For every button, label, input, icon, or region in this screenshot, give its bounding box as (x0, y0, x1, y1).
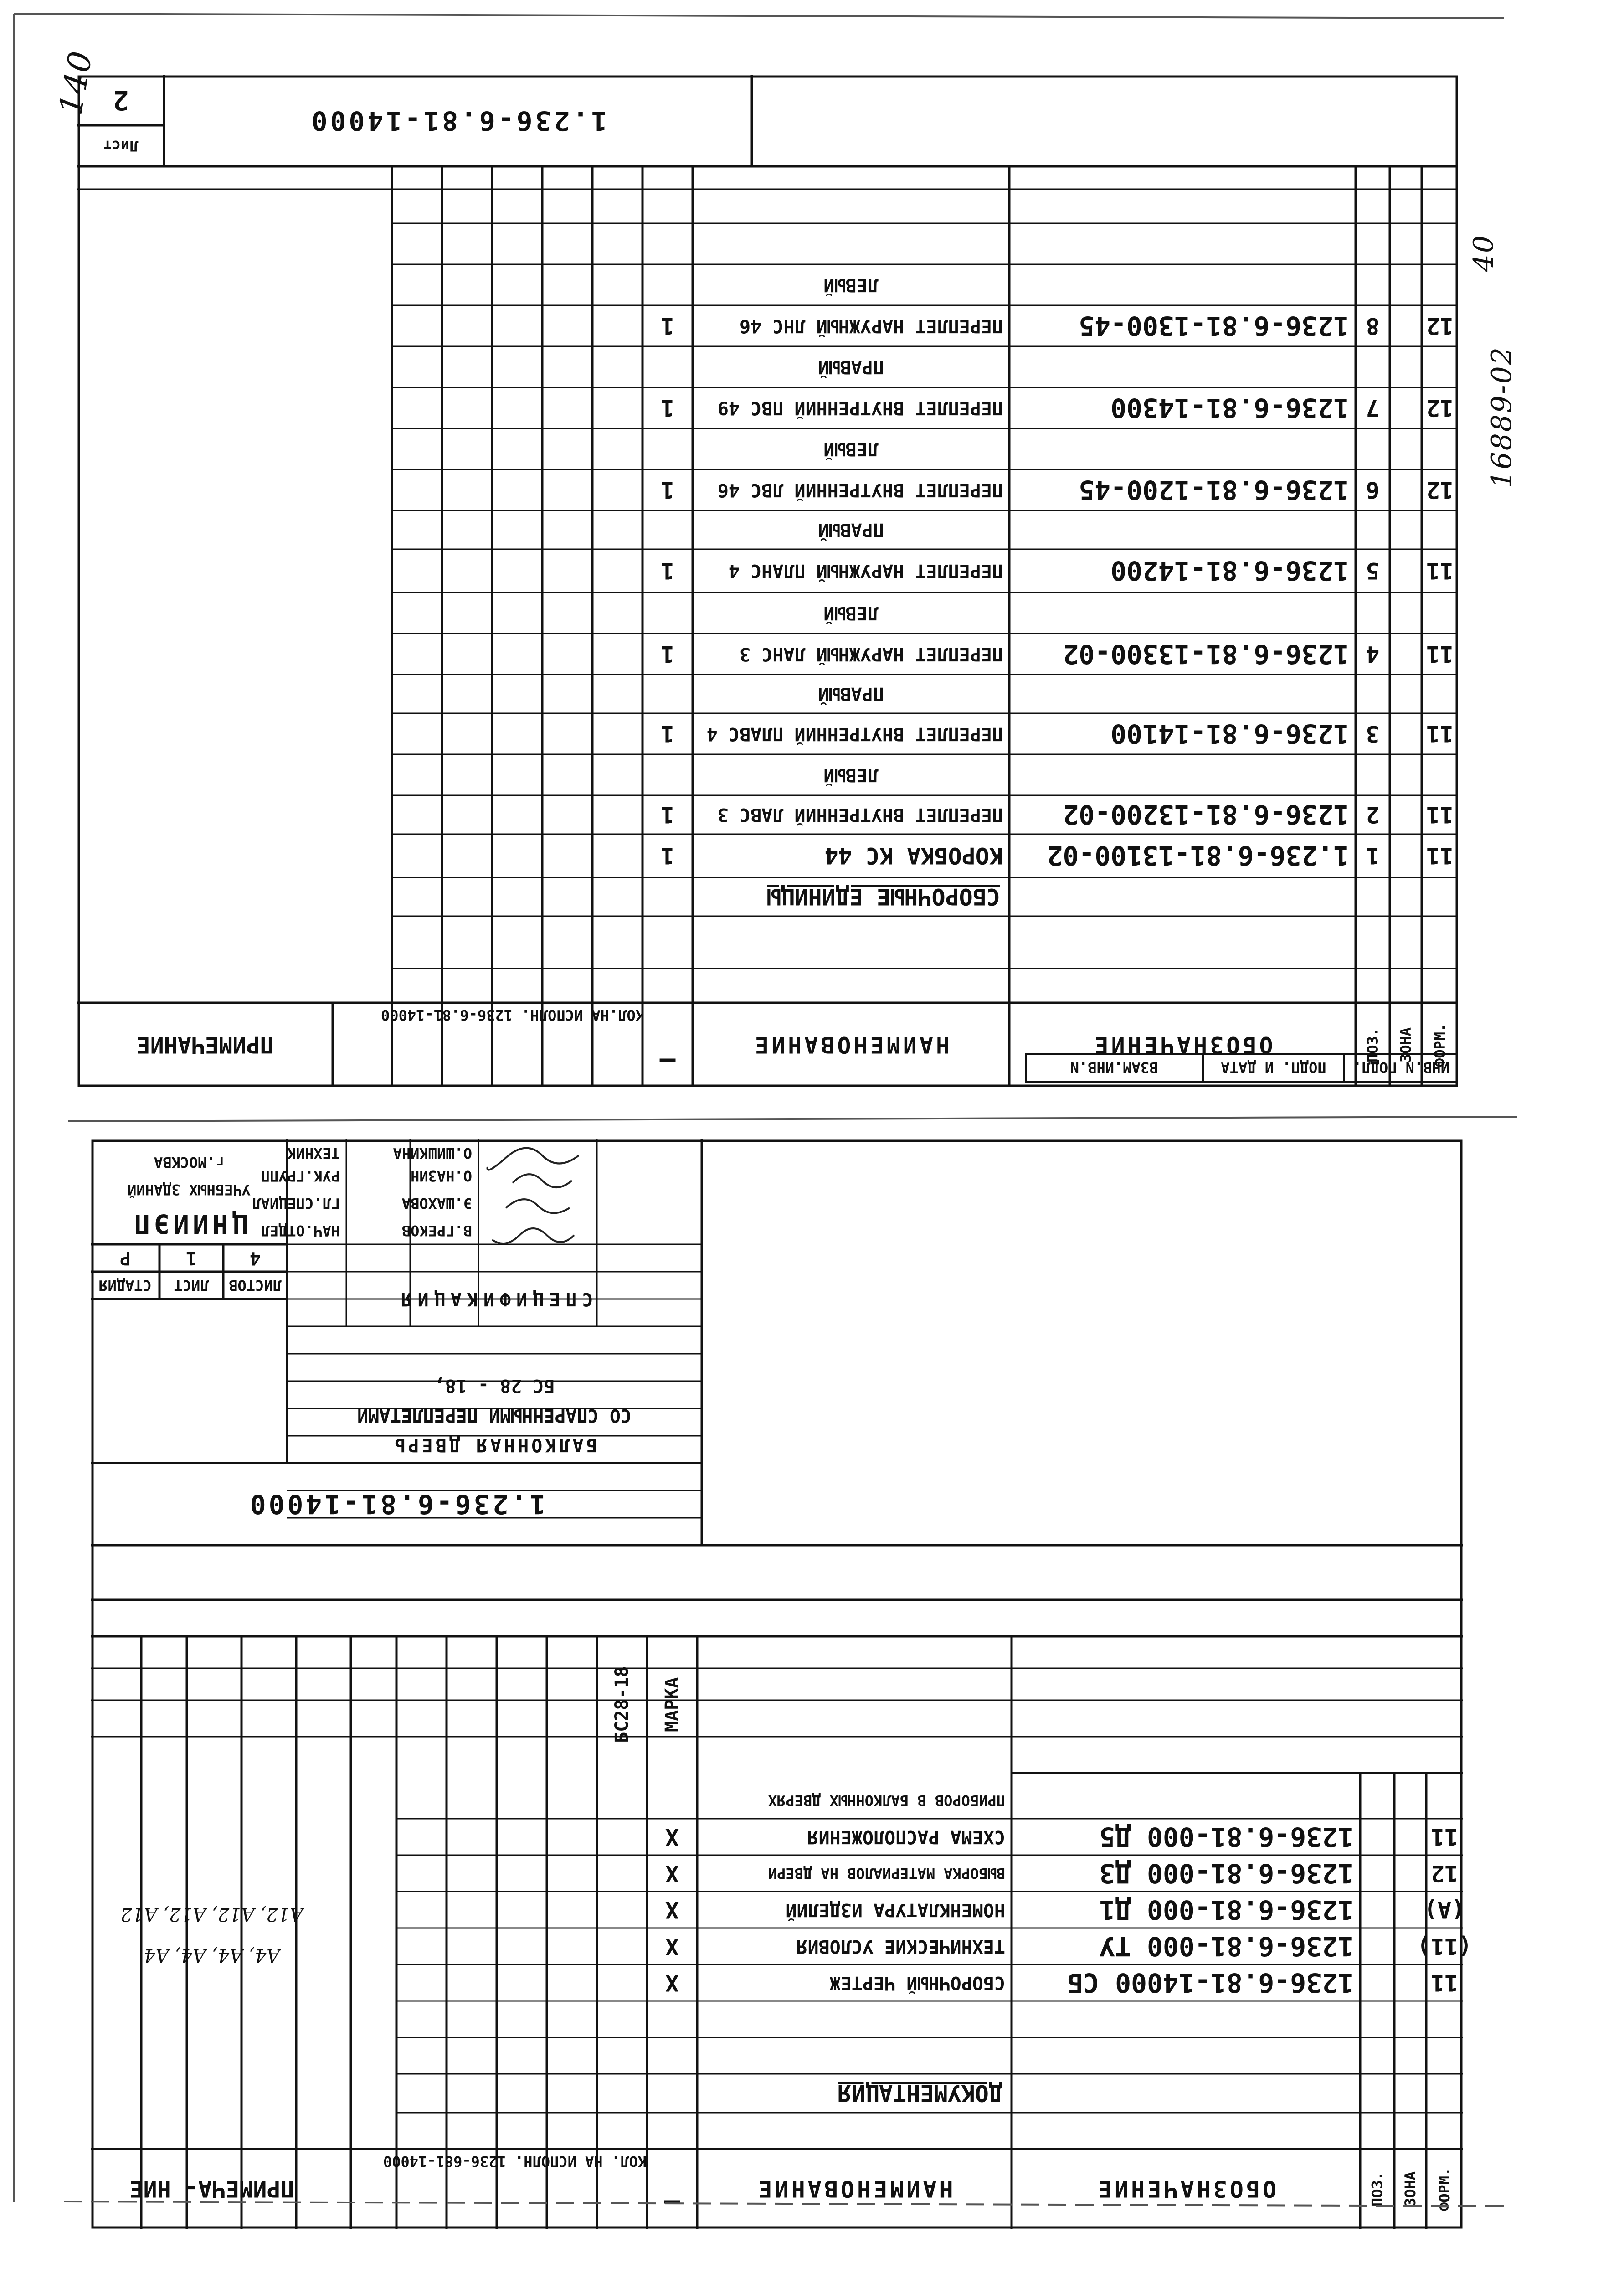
row-format: 12 (1426, 313, 1454, 339)
header-note: ПРИМЕЧАНИЕ (136, 1031, 274, 1058)
doc-designation: 1236-6.81-000 Д1 (1099, 1894, 1354, 1925)
row-format: 11 (1426, 721, 1454, 747)
sign-role: НАЧ.ОТДЕЛ (261, 1222, 340, 1239)
header-qty-dash: — (659, 1047, 676, 1078)
doc-name: ТЕХНИЧЕСКИЕ УСЛОВИЯ (797, 1936, 1005, 1957)
sheet-label: ЛИСТ (174, 1277, 209, 1294)
header-format: ФОРМ. (1436, 2167, 1453, 2211)
title-line-2: СО СПАРЕННЫМИ ПЕРЕПЛЕТАМИ (357, 1405, 632, 1426)
header-pos: ПОЗ. (1364, 1027, 1382, 1063)
header-qty-dash: — (664, 2188, 680, 2219)
row-pos: 2 (1366, 801, 1380, 828)
spec-title: СПЕЦИФИКАЦИЯ (396, 1289, 593, 1310)
marka-label: МАРКА (662, 1677, 683, 1732)
doc-qty: Х (665, 1970, 679, 1996)
doc-format: 12 (1430, 1860, 1459, 1887)
row-qty: 1 (660, 842, 675, 869)
header-pos: ПОЗ. (1368, 2171, 1386, 2207)
sheet-value: 1 (185, 1248, 197, 1268)
row-qty: 1 (660, 721, 675, 747)
header-qty-label: КОЛ.НА ИСПОЛН. 1236-6.81-14000 (381, 1006, 644, 1024)
row-name: КОРОБКА КС 44 (824, 842, 1003, 869)
row-name-sub: ЛЕВЫЙ (823, 274, 879, 295)
row-name: ПЕРЕПЛЕТ ВНУТРЕННИЙ ЛАВС 3 (717, 804, 1003, 825)
row-pos: 5 (1366, 557, 1380, 584)
row-name-sub: ПРАВЫЙ (818, 519, 884, 541)
header-note: ПРИМЕЧА- НИЕ (129, 2176, 294, 2202)
doc-designation: 1236-6.81-000 Д3 (1099, 1858, 1354, 1889)
row-qty: 1 (660, 395, 675, 421)
org-name: ЦНИИЭП (130, 1208, 248, 1239)
doc-qty: Х (665, 1860, 679, 1887)
row-pos: 4 (1366, 641, 1380, 667)
doc-format: 11 (1430, 1824, 1459, 1850)
row-qty: 1 (660, 477, 675, 503)
row-designation: 1236-6.81-13300-02 (1063, 639, 1349, 670)
doc-name: СБОРОЧНЫЙ ЧЕРТЕЖ (829, 1972, 1005, 1993)
doc-name: ВЫБОРКА МАТЕРИАЛОВ НА ДВЕРИ (768, 1865, 1005, 1882)
header-name: НАИМЕНОВАНИЕ (755, 2176, 953, 2202)
row-qty: 1 (660, 557, 675, 584)
bottom-document-code: 1.236-6.81-14000 (247, 1489, 546, 1520)
row-name-sub: ПРАВЫЙ (818, 356, 884, 377)
title-line-3: БС 28 - 18, (434, 1375, 555, 1396)
side-note: 16889-02 (1485, 346, 1518, 488)
header-format: ФОРМ. (1431, 1023, 1449, 1067)
row-designation: 1236-6.81-14200 (1110, 555, 1349, 587)
row-qty: 1 (660, 313, 675, 339)
doc-format: 11 (1430, 1970, 1459, 1996)
section-title: ДОКУМЕНТАЦИЯ (838, 2080, 1002, 2107)
doc-qty: Х (665, 1824, 679, 1850)
doc-note: А4, А4, А4, А4 (144, 1945, 280, 1966)
header-zone: ЗОНА (1397, 1027, 1414, 1063)
header-qty-label: КОЛ. НА ИСПОЛН. 1236-681-14000 (383, 2153, 647, 2171)
row-designation: 1236-6.81-1300-45 (1079, 310, 1349, 341)
doc-name: СХЕМА РАСПОЛОЖЕНИЯ (807, 1826, 1005, 1847)
row-name: ПЕРЕПЛЕТ ВНУТРЕННИЙ ПВС 49 (717, 397, 1003, 418)
row-designation: 1236-6.81-14300 (1110, 392, 1349, 423)
row-name-sub: ЛЕВЫЙ (823, 603, 879, 624)
row-name: ПЕРЕПЛЕТ ВНУТРЕННИЙ ЛВС 46 (717, 480, 1003, 500)
row-qty: 1 (660, 801, 675, 828)
doc-format: (А) (1424, 1897, 1465, 1923)
sign-name: О.ШИШКИНА (393, 1145, 472, 1162)
row-name: ПЕРЕПЛЕТ НАРУЖНЫЙ ПЛАНС 4 (728, 560, 1003, 582)
row-format: 11 (1426, 557, 1454, 584)
row-format: 11 (1426, 801, 1454, 828)
stage-label: СТАДИЯ (99, 1277, 152, 1294)
header-designation: ОБОЗНАЧЕНИЕ (1092, 1031, 1273, 1058)
org-city: г.МОСКВА (154, 1154, 225, 1171)
doc-qty: Х (665, 1933, 679, 1959)
sign-role: ТЕХНИК (287, 1145, 340, 1162)
row-pos: 8 (1366, 313, 1380, 339)
row-name-sub: ЛЕВЫЙ (823, 438, 879, 459)
sign-role: РУК.ГРУПП (261, 1167, 340, 1185)
doc-note: А12, А12, А12, А12 (120, 1904, 303, 1925)
doc-name: НОМЕНКЛАТУРА ИЗДЕЛИЙ (786, 1899, 1005, 1920)
sheet-number: 2 (113, 85, 129, 116)
row-format: 12 (1426, 395, 1454, 421)
header-designation: ОБОЗНАЧЕНИЕ (1095, 2176, 1277, 2202)
row-name-sub: ПРАВЫЙ (818, 683, 884, 705)
row-format: 11 (1426, 641, 1454, 667)
header-name: НАИМЕНОВАНИЕ (752, 1031, 950, 1058)
doc-name-sub: ПРИБОРОВ В БАЛКОННЫХ ДВЕРЯХ (768, 1792, 1005, 1809)
sign-name: Э.ШАХОВА (401, 1195, 472, 1212)
row-name: ПЕРЕПЛЕТ ВНУТРЕННИЙ ПЛАВС 4 (706, 723, 1003, 744)
side-number: 40 (1468, 234, 1500, 272)
doc-format: (11) (1417, 1933, 1472, 1959)
doc-designation: 1236-6.81-000 ТУ (1099, 1931, 1354, 1962)
doc-qty: Х (665, 1897, 679, 1923)
doc-designation: 1236-6.81-14000 СБ (1067, 1967, 1354, 1998)
sign-role: ГЛ.СПЕЦИАЛ (252, 1195, 340, 1212)
section-title: СБОРОЧНЫЕ ЕДИНИЦЫ (767, 883, 1000, 910)
row-pos: 1 (1366, 842, 1380, 869)
row-pos: 3 (1366, 721, 1380, 747)
archive-sign: ПОДП. И ДАТА (1221, 1059, 1326, 1077)
sign-name: В.ГРЕКОВ (401, 1222, 472, 1239)
sheets-value: 4 (249, 1248, 261, 1268)
row-name: ПЕРЕПЛЕТ НАРУЖНЫЙ ЛНС 46 (740, 315, 1003, 336)
marka-value: БС28-18 (612, 1666, 632, 1743)
row-pos: 7 (1366, 395, 1380, 421)
stage-value: Р (119, 1248, 131, 1268)
title-line-1: БАЛКОННАЯ ДВЕРЬ (391, 1434, 597, 1455)
row-name-sub: ЛЕВЫЙ (823, 764, 879, 785)
org-sub: УЧЕБНЫХ ЗДАНИЙ (128, 1181, 251, 1198)
row-format: 12 (1426, 477, 1454, 503)
corner-mark: 140 (51, 47, 100, 118)
header-zone: ЗОНА (1402, 2171, 1419, 2207)
archive-inv: ИНВ.N ПОДЛ. (1353, 1059, 1449, 1077)
row-designation: 1236-6.81-14100 (1110, 718, 1349, 749)
row-designation: 1.236-6.81-13100-02 (1047, 840, 1349, 871)
document-code: 1.236-6.81-14000 (308, 105, 607, 136)
row-name: ПЕРЕПЛЕТ НАРУЖНЫЙ ЛАНС 3 (740, 644, 1003, 665)
doc-designation: 1236-6.81-000 Д5 (1099, 1821, 1354, 1852)
sign-name: О.НАЗИН (411, 1167, 472, 1185)
row-qty: 1 (660, 641, 675, 667)
sheets-label: ЛИСТОВ (229, 1277, 282, 1294)
row-pos: 6 (1366, 477, 1380, 503)
row-format: 11 (1426, 842, 1454, 869)
row-designation: 1236-6.81-13200-02 (1063, 799, 1349, 830)
row-designation: 1236-6.81-1200-45 (1079, 474, 1349, 505)
archive-replace: ВЗАМ.ИНВ.N (1070, 1059, 1158, 1077)
sheet-label: Лист (103, 137, 139, 155)
